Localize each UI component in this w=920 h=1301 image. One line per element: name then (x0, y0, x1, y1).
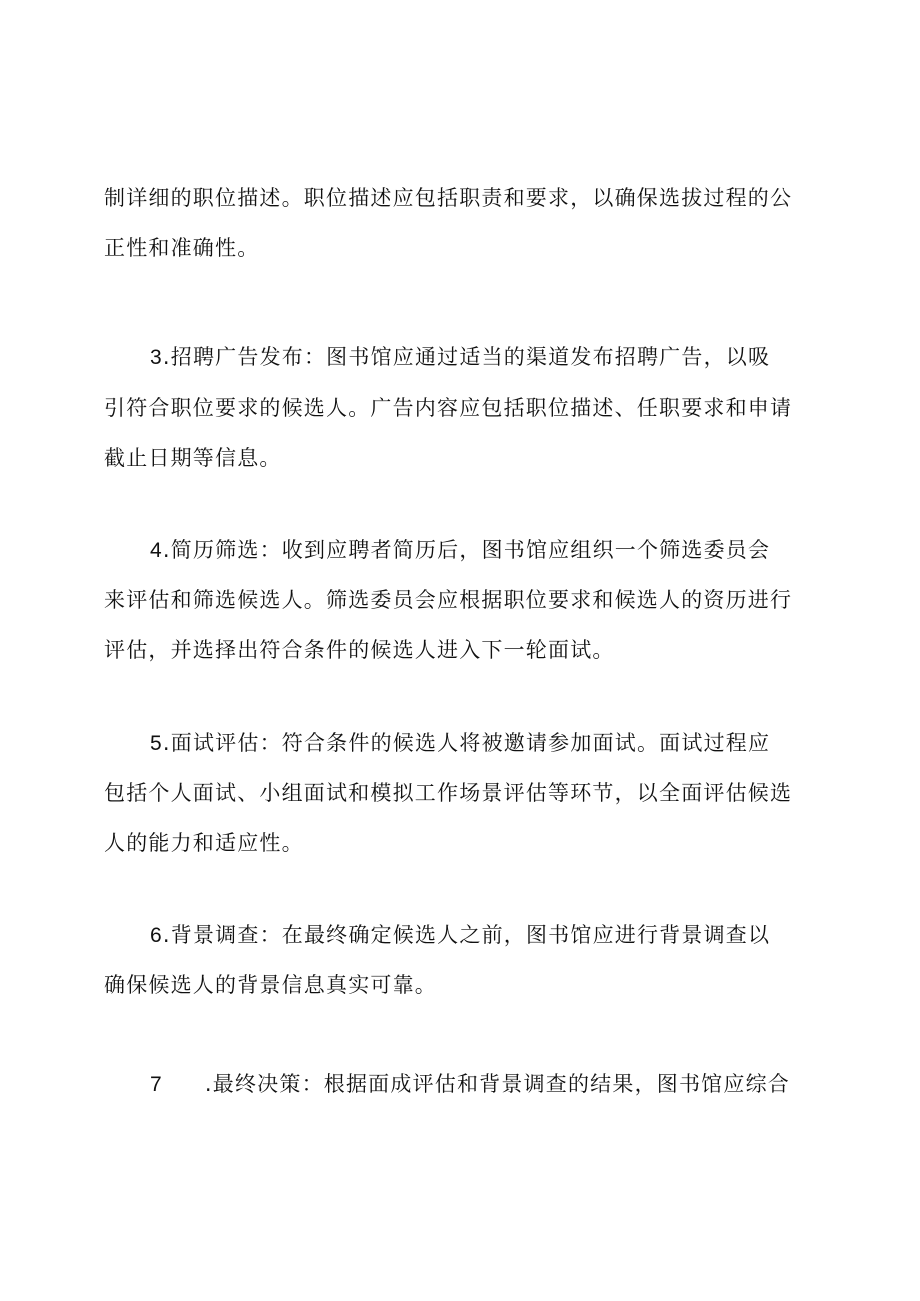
item-4-text: .简历筛选：收到应聘者简历后，图书馆应组织一个筛选委员会 (162, 538, 771, 562)
item-7-text: .最终决策：根据面成评估和背景调查的结果，图书馆应综合 (204, 1072, 790, 1096)
item-5-number: 5 (150, 732, 163, 755)
item-3-number: 3 (150, 346, 163, 369)
paragraph-1-line-1: 制详细的职位描述。职位描述应包括职责和要求，以确保选拔过程的公 (104, 186, 793, 210)
item-5-first-line (150, 729, 824, 758)
item-3-line-3: 截止日期等信息。 (104, 446, 282, 470)
item-6-text: .背景调查：在最终确定候选人之前，图书馆应进行背景调查以 (162, 923, 771, 947)
item-5-text: .面试评估：符合条件的候选人将被邀请参加面试。面试过程应 (162, 731, 771, 755)
paragraph-1-line-2: 正性和准确性。 (104, 236, 260, 260)
item-7-number: 7 (150, 1073, 163, 1096)
item-4-line-3: 评估，并选择出符合条件的候选人进入下一轮面试。 (104, 638, 615, 662)
item-4-first-line (150, 536, 824, 565)
item-3-first-line (150, 343, 824, 372)
item-4-line-2: 来评估和筛选候选人。筛选委员会应根据职位要求和候选人的资历进行 (104, 588, 793, 612)
item-7-first-line (150, 1070, 824, 1099)
item-5-line-2: 包括个人面试、小组面试和模拟工作场景评估等环节，以全面评估候选 (104, 781, 793, 805)
item-6-number: 6 (150, 924, 163, 947)
item-6-line-2: 确保候选人的背景信息真实可靠。 (104, 973, 437, 997)
item-4-number: 4 (150, 539, 163, 562)
item-5-line-3: 人的能力和适应性。 (104, 831, 304, 855)
item-3-line-2: 引符合职位要求的候选人。广告内容应包括职位描述、任职要求和申请 (104, 396, 793, 420)
item-6-first-line (150, 921, 824, 950)
item-3-text: .招聘广告发布：图书馆应通过适当的渠道发布招聘广告，以吸 (162, 345, 771, 369)
